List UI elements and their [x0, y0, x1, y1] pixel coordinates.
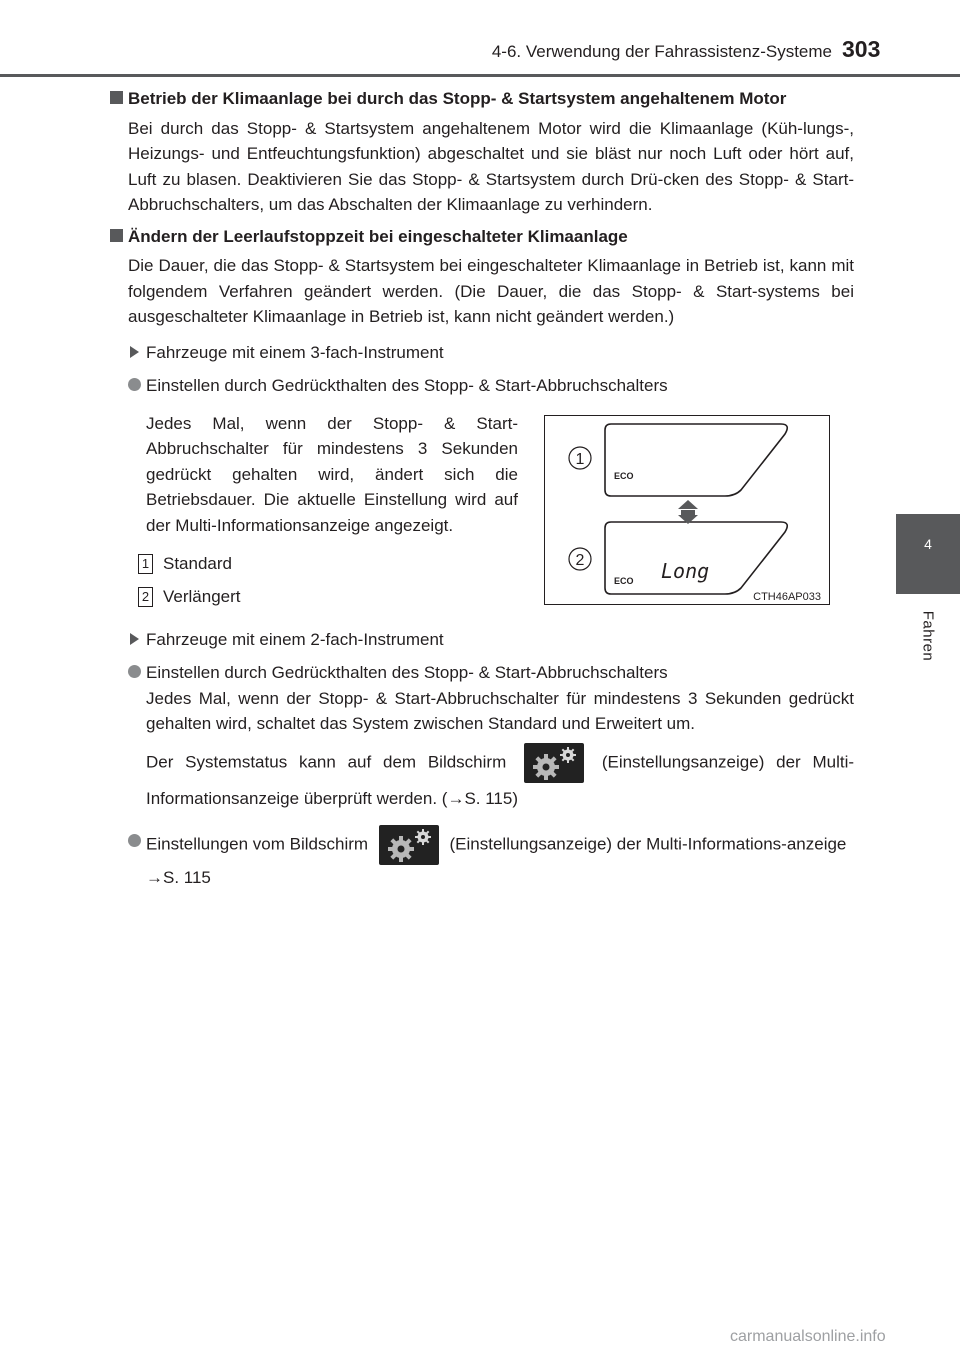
figure-block [108, 411, 854, 627]
figure-description: Jedes Mal, wenn der Stopp- & Start-Abbruchschalter für mindestens 3 Sekunden gedrückt gehalten wird, ändert sich die Betriebsdauer. Die aktuelle Einstellung wird auf der Multi-Informationsanzeige angezeigt. [146, 413, 518, 535]
vehicle-variant-heading [108, 340, 854, 366]
page-content [108, 86, 854, 890]
header-rule [0, 74, 960, 77]
circle-bullet-icon [128, 834, 141, 847]
watermark: carmanualsonline.info [730, 1328, 886, 1345]
chapter-label: Fahren [919, 610, 937, 662]
legend-number: 1 [138, 554, 153, 574]
variant-text: Fahrzeuge mit einem 2-fach-Instrument [146, 629, 444, 649]
page-number: 303 [842, 36, 881, 62]
callout-number: 2 [575, 551, 585, 569]
square-bullet-icon [110, 229, 123, 242]
status-paragraph [108, 743, 854, 815]
status-text-pre: Der Systemstatus kann auf dem Bildschirm [146, 751, 507, 771]
legend-item [138, 551, 378, 577]
bullet-text: Einstellen durch Gedrückthalten des Stopp- & Start-Abbruchschalters [146, 663, 668, 682]
display-illustration-svg [545, 416, 829, 604]
circle-bullet-icon [128, 665, 141, 678]
square-bullet-icon [110, 91, 123, 104]
legend-text: Verlängert [163, 586, 241, 606]
eco-indicator: ECO [614, 575, 634, 586]
bullet-item [108, 825, 854, 865]
bullet-item [108, 660, 854, 686]
vehicle-variant-heading [108, 627, 854, 653]
section-title: 4-6. Verwendung der Fahrassistenz-Systeme [491, 42, 832, 61]
section-heading [108, 86, 854, 112]
paragraph: Jedes Mal, wenn der Stopp- & Start-Abbruchschalter für mindestens 3 Sekunden gedrückt gehalten wird, schaltet das System zwischen Standard und Erweitert um. [146, 688, 854, 733]
paragraph: Bei durch das Stopp- & Startsystem angehaltenem Motor wird die Klimaanlage (Küh-lungs-, Heizungs- und Entfeuchtungsfunktion) abgeschaltet und sie bläst nur noch Luft oder hört auf, Luft zu blasen. Deaktivieren Sie das Stopp- & Startsystem durch Drü-cken des Stopp- & Start-Abbruchschalters, um das Abschalten der Klimaanlage zu verhindern. [128, 118, 854, 214]
display-value: Long [661, 558, 710, 583]
heading-text: Ändern der Leerlaufstoppzeit bei eingeschalteter Klimaanlage [128, 226, 628, 246]
legend-number: 2 [138, 587, 153, 607]
bullet-text: Einstellen durch Gedrückthalten des Stopp- & Start-Abbruchschalters [146, 376, 668, 395]
arrow-bullet-icon [130, 346, 139, 358]
display-screen-standard [605, 424, 787, 496]
bullet-item [108, 373, 854, 399]
display-illustration [544, 415, 830, 605]
bullet-text-post: (Einstellungsanzeige) der Multi-Informations-anzeige [449, 833, 847, 853]
paragraph: Die Dauer, die das Stopp- & Startsystem bei eingeschalteter Klimaanlage in Betrieb ist, kann mit folgendem Verfahren geändert werden. (Die Dauer, die das Stopp- & Start-systems bei ausgeschalteter Klimaanlage in Betrieb ist, kann nicht geändert werden.) [128, 256, 854, 326]
section-heading [108, 224, 854, 250]
heading-text: Betrieb der Klimaanlage bei durch das Stopp- & Startsystem angehaltenem Motor [128, 89, 787, 108]
chapter-tab[interactable] [896, 514, 960, 594]
settings-gear-icon [524, 743, 584, 783]
circle-bullet-icon [128, 378, 141, 391]
callout-number: 1 [575, 450, 585, 468]
bullet-text-pre: Einstellungen vom Bildschirm [146, 833, 369, 853]
status-text-post: (Einstellungsanzeige) der Multi-Informationsanzeige überprüft werden. (→S. 115) [146, 751, 855, 808]
figure-code: CTH46AP033 [753, 590, 821, 603]
chapter-number: 4 [924, 536, 932, 552]
eco-indicator: ECO [614, 470, 634, 481]
page-reference[interactable]: →S. 115 [146, 867, 211, 887]
variant-text: Fahrzeuge mit einem 3-fach-Instrument [146, 342, 444, 362]
legend-item [138, 584, 378, 610]
settings-gear-icon [379, 825, 439, 865]
arrow-up-icon [678, 500, 698, 509]
legend-text: Standard [163, 553, 232, 573]
arrow-bullet-icon [130, 633, 139, 645]
